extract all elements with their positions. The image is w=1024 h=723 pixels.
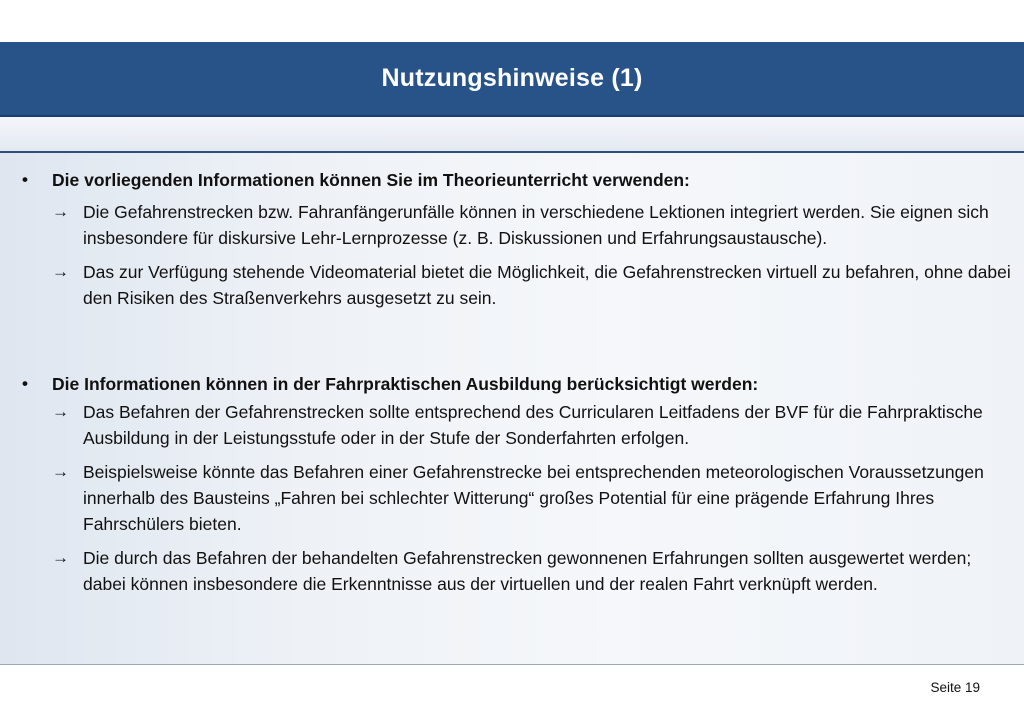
content-panel <box>0 151 1024 665</box>
section-heading: Die vorliegenden Informationen können Sie im Theorieunterricht verwenden: <box>52 170 690 190</box>
title-bar <box>0 42 1024 117</box>
page-number: Seite 19 <box>930 680 980 695</box>
list-item <box>22 199 1012 251</box>
list-item-text: Das zur Verfügung stehende Videomaterial bietet die Möglichkeit, die Gefahrenstrecken virtuell zu befahren, ohne dabei den Risiken des Straßenverkehrs ausgesetzt zu sein. <box>83 262 1011 308</box>
section-heading: Die Informationen können in der Fahrpraktischen Ausbildung berücksichtigt werden: <box>52 374 759 394</box>
arrow-right-icon: → <box>52 262 69 281</box>
list-item <box>22 459 1012 537</box>
arrow-right-icon: → <box>52 202 69 221</box>
arrow-right-icon: → <box>52 548 69 567</box>
list-item-text: Die durch das Befahren der behandelten Gefahrenstrecken gewonnenen Erfahrungen sollten ausgewertet werden; dabei können insbesondere die Erkenntnisse aus der virtuellen und der realen Fahrt verknüpft werden. <box>83 548 972 594</box>
list-item <box>22 545 1012 597</box>
arrow-right-icon: → <box>52 402 69 421</box>
list-item-text: Die Gefahrenstrecken bzw. Fahranfängerunfälle können in verschiedene Lektionen integriert werden. Sie eignen sich insbesondere für diskursive Lehr-Lernprozesse (z. B. Diskussionen und Erfahrungsaustausche). <box>83 202 989 248</box>
header-gap-band <box>0 117 1024 151</box>
list-item-text: Beispielsweise könnte das Befahren einer Gefahrenstrecke bei entsprechenden meteorologischen Voraussetzungen innerhalb des Bausteins „Fahren bei schlechter Witterung“ großes Potential für eine prägende Erfahrung Ihres Fahrschülers bieten. <box>83 462 984 534</box>
bullet-icon: • <box>22 170 28 189</box>
arrow-right-icon: → <box>52 462 69 481</box>
slide-title: Nutzungshinweise (1) <box>381 64 643 92</box>
list-item-text: Das Befahren der Gefahrenstrecken sollte entsprechend des Curricularen Leitfadens der BVF für die Fahrpraktische Ausbildung in der Leistungsstufe oder in der Stufe der Sonderfahrten erfolgen. <box>83 402 983 448</box>
list-item <box>22 259 1012 311</box>
list-item <box>22 399 1012 451</box>
section-practical <box>22 371 1012 597</box>
bullet-icon: • <box>22 374 28 393</box>
section-theory <box>22 167 1012 311</box>
